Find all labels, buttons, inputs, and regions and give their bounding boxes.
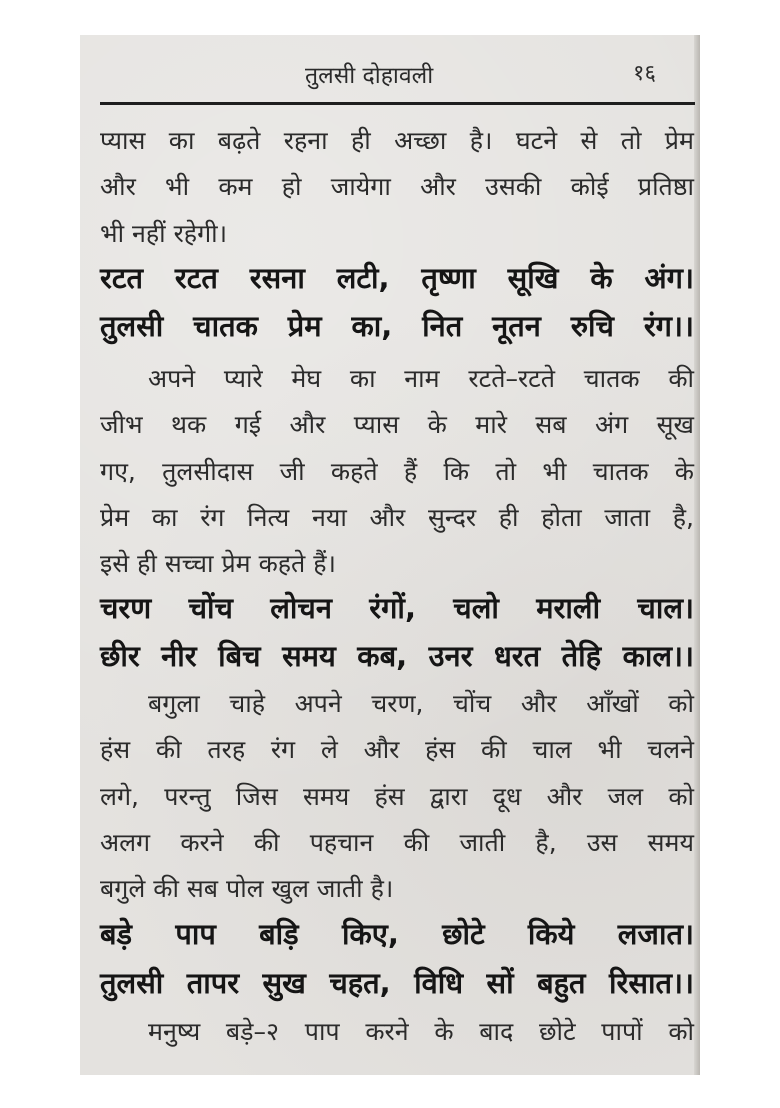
verse-line: बड़े पाप बड़ि किए, छोटे किये लजात।	[100, 917, 694, 951]
verse-line: तुलसी तापर सुख चहत, विधि सों बहुत रिसात।।	[100, 966, 694, 1000]
prose-line: और भी कम हो जायेगा और उसकी कोई प्रतिष्ठा	[100, 172, 694, 201]
prose-line: बगुले की सब पोल खुल जाती है।	[100, 874, 394, 903]
book-page	[80, 35, 700, 1075]
prose-line: अलग करने की पहचान की जाती है, उस समय	[100, 828, 694, 857]
page-number: १६	[633, 61, 656, 86]
prose-line: भी नहीं रहेगी।	[100, 219, 228, 248]
prose-line: बगुला चाहे अपने चरण, चोंच और आँखों को	[148, 689, 694, 718]
prose-line: लगे, परन्तु जिस समय हंस द्वारा दूध और जल को	[100, 782, 694, 811]
prose-line: गए, तुलसीदास जी कहते हैं कि तो भी चातक के	[100, 457, 694, 486]
prose-line: अपने प्यारे मेघ का नाम रटते–रटते चातक की	[148, 364, 694, 393]
page-edge	[694, 35, 700, 1075]
header-rule	[100, 102, 695, 105]
prose-line: हंस की तरह रंग ले और हंस की चाल भी चलने	[100, 735, 694, 764]
prose-line: मनुष्य बड़े–२ पाप करने के बाद छोटे पापों को	[148, 1017, 694, 1046]
verse-line: चरण चोंच लोचन रंगों, चलो मराली चाल।	[100, 591, 694, 625]
verse-line: तुलसी चातक प्रेम का, नित नूतन रुचि रंग।।	[100, 309, 694, 343]
prose-line: प्यास का बढ़ते रहना ही अच्छा है। घटने से तो प्रेम	[100, 126, 694, 155]
prose-line: जीभ थक गई और प्यास के मारे सब अंग सूख	[100, 410, 694, 439]
prose-line: इसे ही सच्चा प्रेम कहते हैं।	[100, 549, 336, 578]
prose-line: प्रेम का रंग नित्य नया और सुन्दर ही होता जाता है,	[100, 503, 694, 532]
verse-line: छीर नीर बिच समय कब, उनर धरत तेहि काल।।	[100, 639, 694, 673]
running-header-title: तुलसी दोहावली	[305, 63, 434, 89]
verse-line: रटत रटत रसना लटी, तृष्णा सूखि के अंग।	[100, 261, 694, 295]
